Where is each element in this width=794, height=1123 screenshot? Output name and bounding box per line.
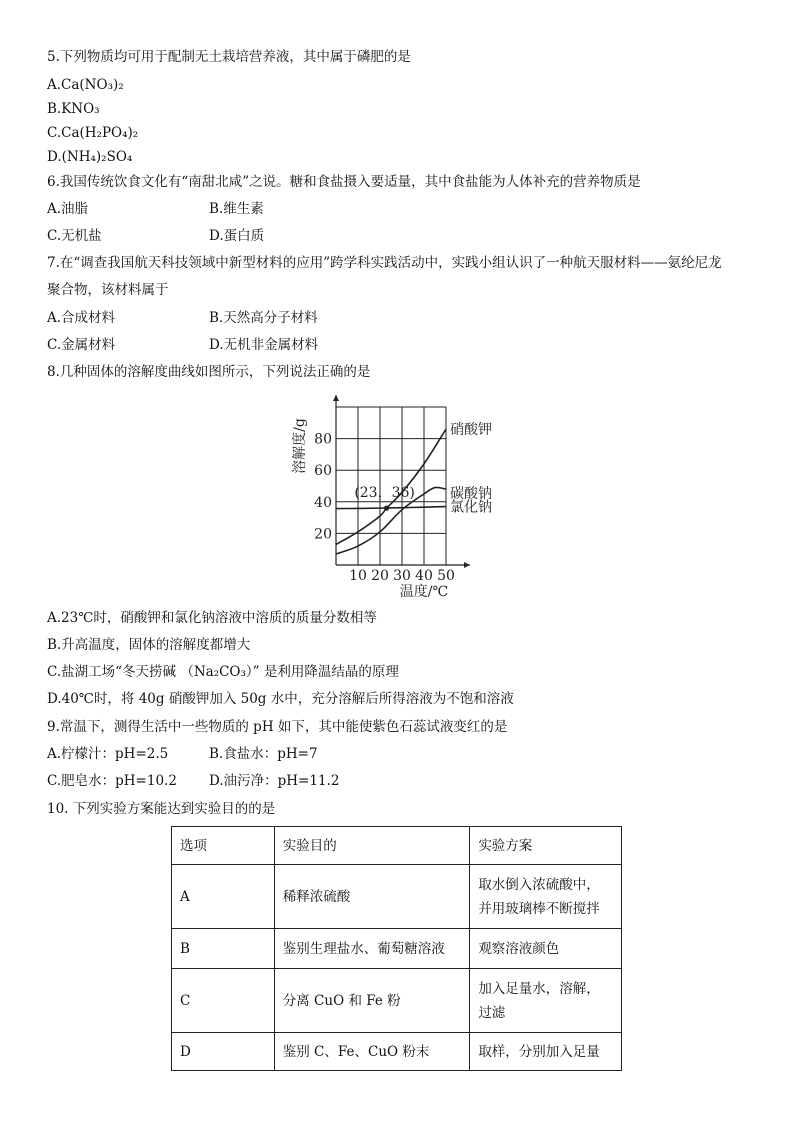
x-tick-label: 30 — [393, 568, 411, 584]
q8-option-b: B.升高温度，固体的溶解度都增大 — [47, 637, 251, 653]
q7-stem-line1: 7.在“调查我国航天科技领域中新型材料的应用”跨学科实践活动中，实践小组认识了一种航天服材料——氨纶尼龙 — [47, 255, 722, 271]
q6-option-c: C.无机盐 — [47, 228, 102, 244]
q8-option-d: D.40℃时，将 40g 硝酸钾加入 50g 水中，充分溶解后所得溶液为不饱和溶液 — [47, 691, 514, 707]
q5-option-c: C.Ca(H₂PO₄)₂ — [47, 125, 139, 141]
header-purpose: 实验目的 — [274, 827, 470, 865]
row-purpose: 鉴别生理盐水、葡萄糖溶液 — [274, 929, 470, 969]
q8-stem: 8.几种固体的溶解度曲线如图所示，下列说法正确的是 — [47, 364, 371, 380]
q5-option-a: A.Ca(NO₃)₂ — [47, 77, 124, 93]
q10-stem: 10. 下列实验方案能达到实验目的的是 — [47, 801, 276, 817]
y-tick-label: 80 — [314, 431, 332, 448]
solubility-chart — [290, 386, 510, 604]
row-plan — [470, 929, 622, 969]
y-axis-label: 溶解度/g — [292, 418, 308, 474]
q9-option-c: C.肥皂水：pH=10.2 — [47, 773, 177, 789]
q9-option-a: A.柠檬汁：pH=2.5 — [47, 746, 169, 762]
q6-option-d: D.蛋白质 — [209, 228, 265, 244]
q7-option-d: D.无机非金属材料 — [209, 337, 319, 353]
row-plan-line2: 过滤 — [478, 1004, 506, 1021]
x-tick-label: 20 — [371, 568, 389, 584]
y-tick-label: 20 — [314, 526, 332, 543]
x-tick-label: 50 — [437, 568, 455, 584]
q9-stem: 9.常温下，测得生活中一些物质的 pH 如下，其中能使紫色石蕊试液变红的是 — [47, 719, 508, 735]
q5-stem: 5.下列物质均可用于配制无土栽培营养液，其中属于磷肥的是 — [47, 49, 411, 65]
table-row — [172, 929, 622, 969]
series-label: 硝酸钾 — [450, 422, 492, 439]
row-plan — [470, 1033, 622, 1071]
q8-option-a: A.23℃时，硝酸钾和氯化钠溶液中溶质的质量分数相等 — [47, 610, 377, 626]
x-tick-label: 10 — [349, 568, 367, 584]
series-line — [336, 507, 446, 509]
row-purpose: 鉴别 C、Fe、CuO 粉末 — [274, 1033, 470, 1071]
series-label: 碳酸钠 — [450, 486, 492, 503]
q6-option-a: A.油脂 — [47, 201, 89, 217]
y-tick-label: 60 — [314, 463, 332, 480]
q5-option-d: D.(NH₄)₂SO₄ — [47, 149, 133, 165]
intersection-point — [384, 506, 389, 511]
row-plan-line2: 并用玻璃棒不断搅拌 — [478, 900, 600, 917]
row-plan-line1: 观察溶液颜色 — [478, 940, 560, 957]
intersection-label: (23，36) — [354, 485, 415, 502]
q9-option-b: B.食盐水：pH=7 — [209, 746, 318, 762]
table-header-row — [172, 827, 622, 865]
header-option: 选项 — [172, 827, 275, 865]
header-plan: 实验方案 — [470, 827, 622, 865]
table-row — [172, 1033, 622, 1071]
q5-option-b: B.KNO₃ — [47, 101, 100, 117]
y-tick-label: 40 — [314, 494, 332, 511]
experiment-table — [171, 826, 622, 1071]
q7-option-b: B.天然高分子材料 — [209, 310, 318, 326]
row-purpose: 稀释浓硫酸 — [274, 865, 470, 929]
row-option: D — [172, 1033, 275, 1071]
row-option: B — [172, 929, 275, 969]
row-plan-line1: 取水倒入浓硫酸中， — [478, 876, 600, 893]
q8-option-c: C.盐湖工场“冬天捞碱 （Na₂CO₃）” 是利用降温结晶的原理 — [47, 664, 399, 680]
row-option: A — [172, 865, 275, 929]
row-plan — [470, 969, 622, 1033]
q7-option-a: A.合成材料 — [47, 310, 116, 326]
row-plan — [470, 865, 622, 929]
row-option: C — [172, 969, 275, 1033]
row-plan-line1: 加入足量水，溶解， — [478, 980, 600, 997]
q9-option-d: D.油污净：pH=11.2 — [209, 773, 340, 789]
x-tick-label: 40 — [415, 568, 433, 584]
table-row — [172, 969, 622, 1033]
q6-stem: 6.我国传统饮食文化有“南甜北咸”之说。糖和食盐摄入要适量，其中食盐能为人体补充的营养物质是 — [47, 174, 641, 190]
q7-option-c: C.金属材料 — [47, 337, 116, 353]
series-label: 氯化钠 — [450, 499, 492, 516]
y-axis-arrow — [333, 395, 339, 401]
x-axis-label: 温度/℃ — [399, 584, 449, 600]
row-plan-line1: 取样，分别加入足量 — [478, 1043, 600, 1060]
x-axis-arrow — [464, 562, 470, 568]
row-purpose: 分离 CuO 和 Fe 粉 — [274, 969, 470, 1033]
q7-stem-line2: 聚合物，该材料属于 — [47, 282, 169, 298]
table-row — [172, 865, 622, 929]
q6-option-b: B.维生素 — [209, 201, 264, 217]
